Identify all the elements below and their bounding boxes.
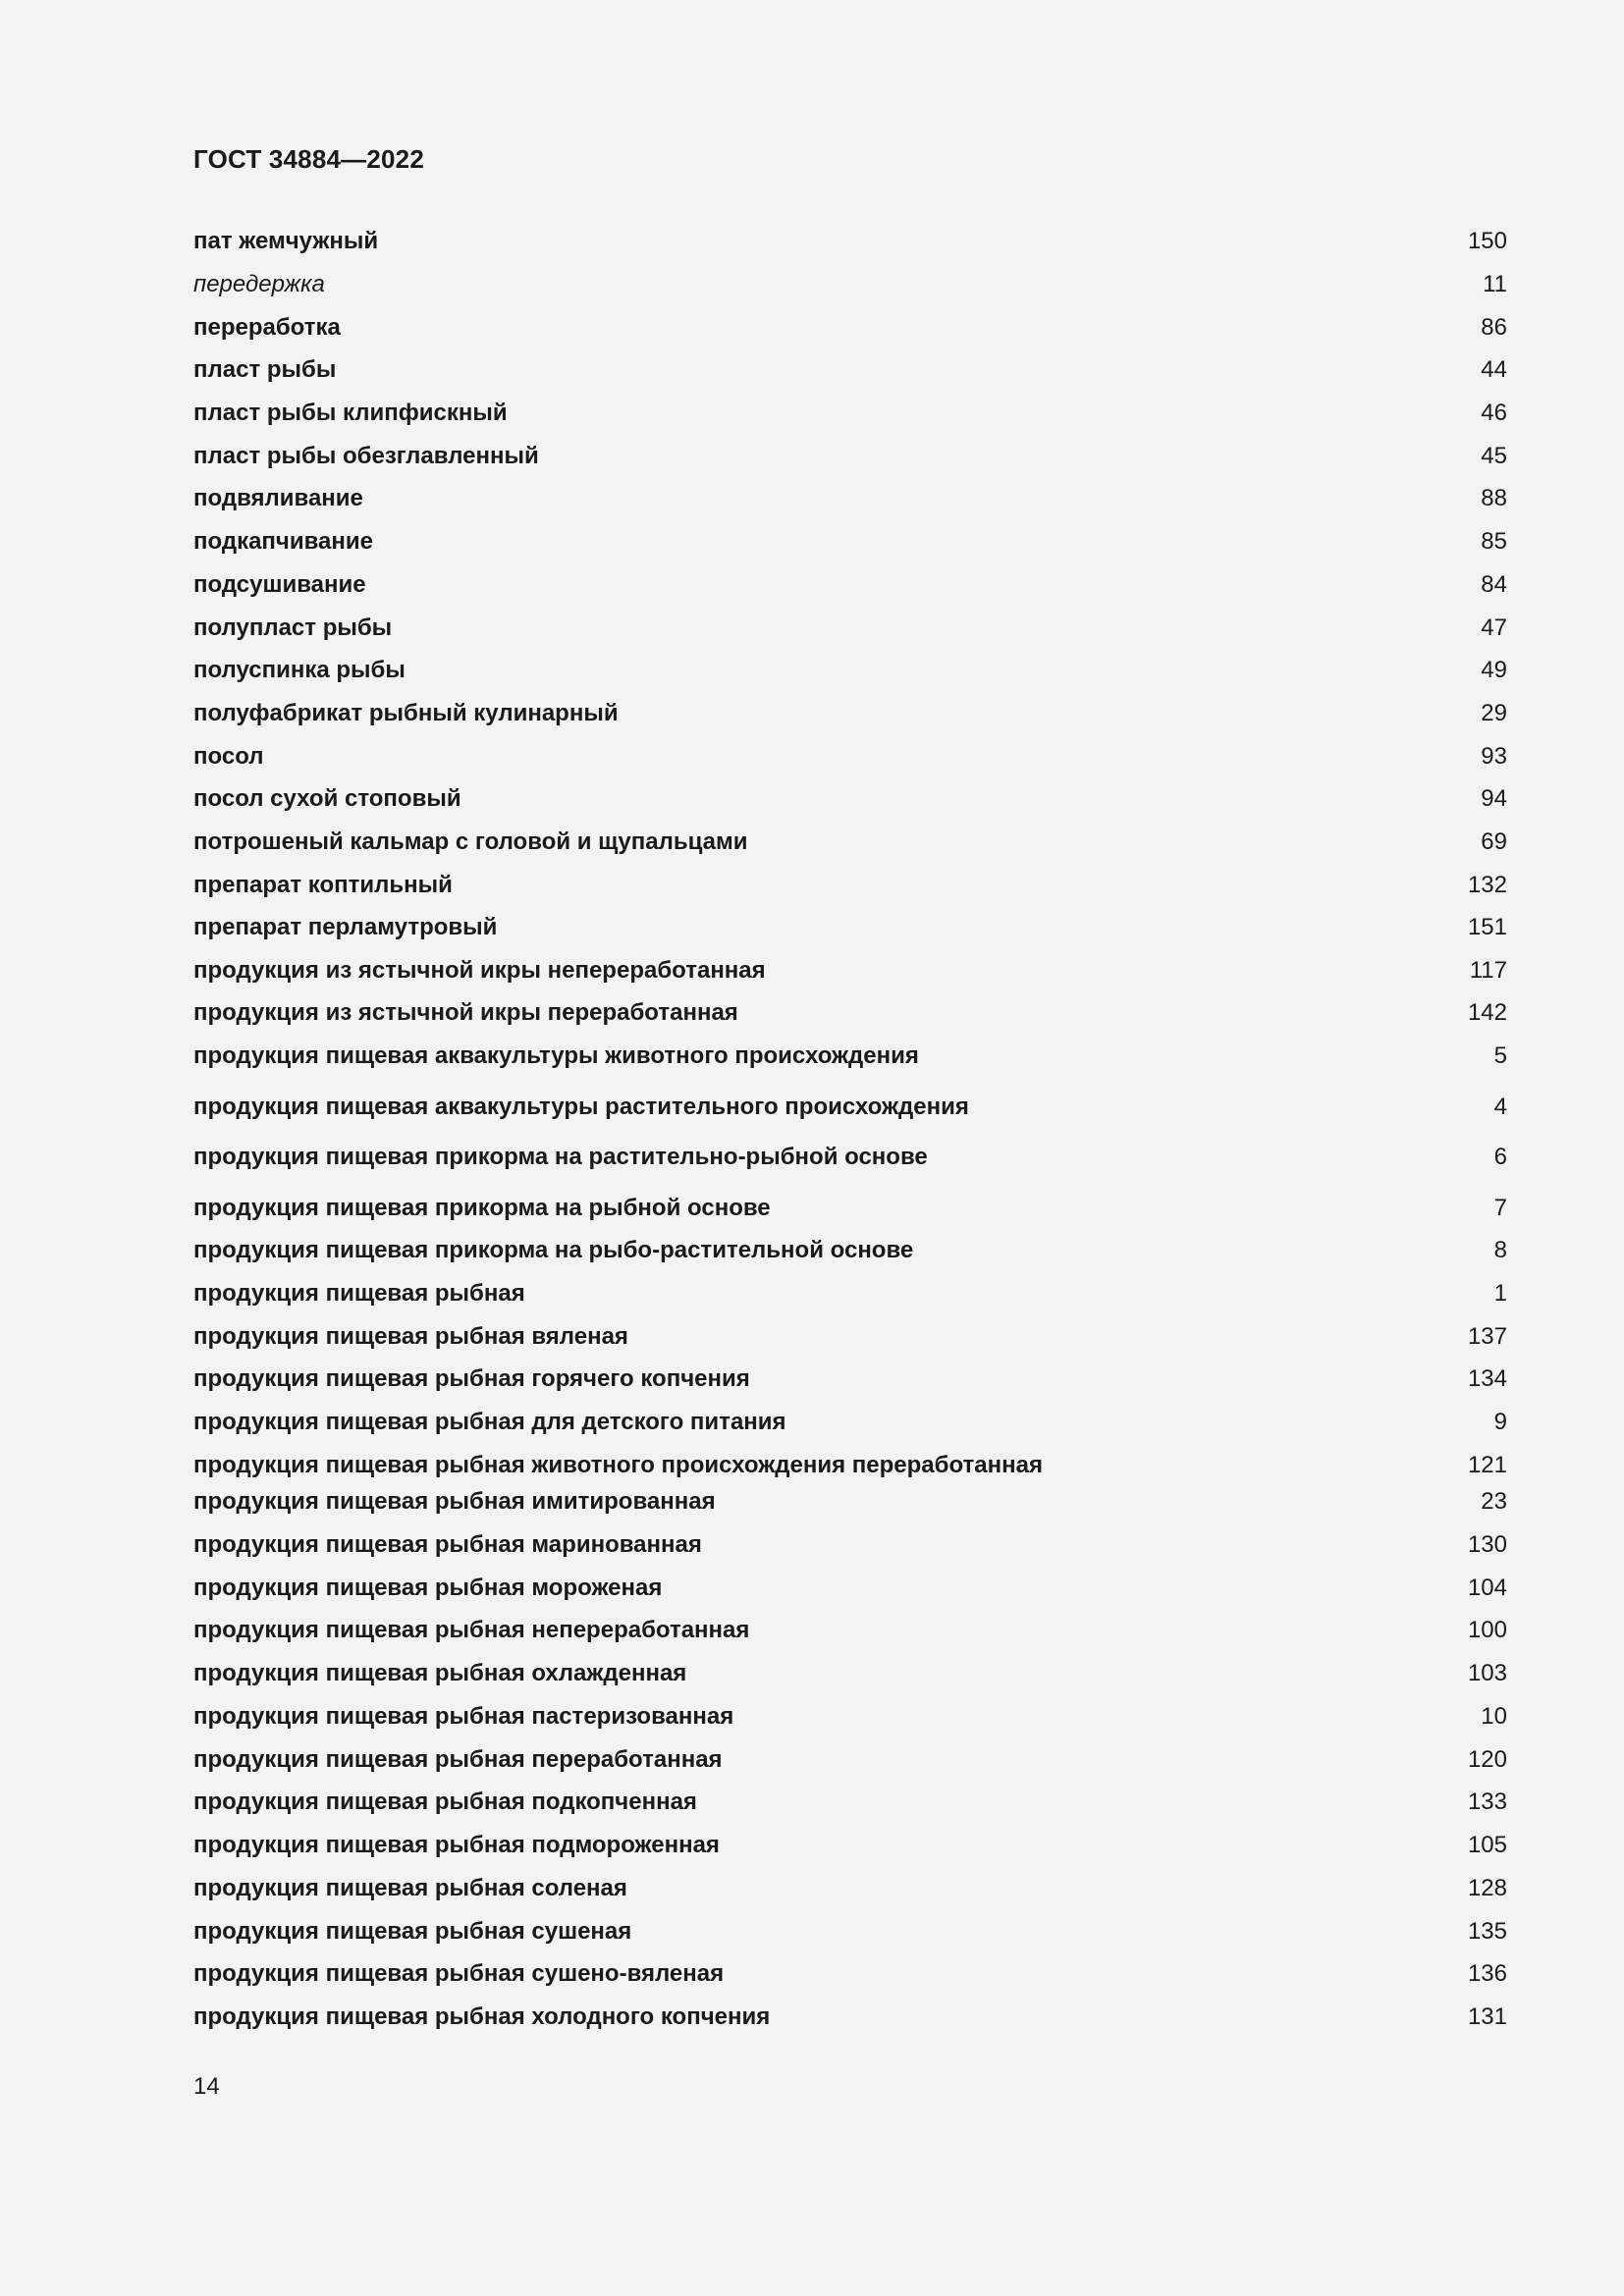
index-term: продукция пищевая рыбная животного происхождения переработанная — [193, 1452, 1043, 1478]
index-entry — [193, 525, 1507, 559]
index-term: продукция пищевая прикорма на рыбо-растительной основе — [193, 1237, 914, 1263]
index-term: продукция пищевая рыбная охлажденная — [193, 1660, 687, 1686]
index-number: 8 — [1493, 1237, 1507, 1263]
index-number: 49 — [1481, 657, 1507, 683]
index-term: препарат перламутровый — [193, 914, 498, 940]
index-term: полупласт рыбы — [193, 614, 393, 641]
index-term: пласт рыбы обезглавленный — [193, 443, 539, 469]
index-term: продукция пищевая рыбная соленая — [193, 1875, 627, 1901]
index-number: 6 — [1493, 1144, 1507, 1170]
index-term: продукция пищевая рыбная непереработанная — [193, 1617, 750, 1643]
index-number: 84 — [1481, 571, 1507, 598]
index-entry — [193, 1700, 1507, 1734]
index-entry — [193, 996, 1507, 1030]
index-term: продукция пищевая рыбная маринованная — [193, 1531, 702, 1558]
index-number: 137 — [1467, 1323, 1507, 1350]
index-number: 151 — [1467, 914, 1507, 940]
index-entry — [193, 1362, 1507, 1396]
index-entry — [193, 1915, 1507, 1949]
index-term: подвяливание — [193, 485, 363, 511]
index-number: 130 — [1467, 1531, 1507, 1558]
index-entry — [193, 1786, 1507, 1819]
index-entry — [193, 1528, 1507, 1562]
index-term: пат жемчужный — [193, 228, 379, 254]
index-number: 135 — [1467, 1918, 1507, 1945]
index-number: 117 — [1469, 957, 1507, 984]
index-entry — [193, 1040, 1507, 1073]
index-term: продукция пищевая рыбная холодного копчения — [193, 2003, 771, 2030]
index-number: 133 — [1467, 1789, 1507, 1815]
index-entry — [193, 612, 1507, 645]
index-number: 46 — [1481, 400, 1507, 426]
index-number: 120 — [1467, 1746, 1507, 1773]
index-entry — [193, 353, 1507, 387]
index-entry — [193, 1743, 1507, 1777]
index-entry — [193, 1957, 1507, 1991]
index-term: посол — [193, 743, 264, 770]
index-number: 94 — [1481, 785, 1507, 812]
index-term: продукция пищевая рыбная имитированная — [193, 1488, 716, 1515]
index-term: продукция пищевая рыбная горячего копчения — [193, 1365, 750, 1392]
index-entry — [193, 482, 1507, 515]
document-header: ГОСТ 34884—2022 — [193, 144, 424, 174]
index-number: 45 — [1481, 443, 1507, 469]
index-number: 104 — [1467, 1575, 1507, 1601]
index-term: продукция пищевая аквакультуры животного происхождения — [193, 1042, 919, 1069]
index-term: подкапчивание — [193, 528, 373, 555]
index-number: 86 — [1481, 314, 1507, 341]
index-number: 11 — [1483, 271, 1507, 297]
index-number: 29 — [1481, 700, 1507, 726]
index-term: полуспинка рыбы — [193, 657, 406, 683]
index-number: 134 — [1467, 1365, 1507, 1392]
index-entry — [193, 869, 1507, 902]
index-entry — [193, 397, 1507, 430]
index-term: продукция пищевая рыбная мороженая — [193, 1575, 663, 1601]
index-number: 85 — [1481, 528, 1507, 555]
index-number: 5 — [1493, 1042, 1507, 1069]
index-term: продукция пищевая рыбная подкопченная — [193, 1789, 697, 1815]
index-number: 142 — [1467, 999, 1507, 1026]
index-number: 150 — [1467, 228, 1507, 254]
index-term: продукция пищевая прикорма на рыбной основе — [193, 1195, 771, 1221]
index-entry — [193, 654, 1507, 687]
index-entry — [193, 225, 1507, 258]
index-term: продукция пищевая рыбная вяленая — [193, 1323, 628, 1350]
index-entry — [193, 1657, 1507, 1690]
index-number: 103 — [1467, 1660, 1507, 1686]
index-term: продукция пищевая прикорма на растительно-рыбной основе — [193, 1144, 928, 1170]
index-entry — [193, 826, 1507, 859]
index-number: 69 — [1481, 828, 1507, 855]
index-entry — [193, 697, 1507, 730]
index-entry — [193, 1449, 1507, 1482]
index-term: передержка — [193, 271, 325, 297]
index-entry — [193, 1829, 1507, 1862]
index-entry — [193, 1141, 1507, 1174]
index-number: 136 — [1467, 1960, 1507, 1987]
index-term: продукция пищевая рыбная — [193, 1280, 525, 1307]
index-entry — [193, 1572, 1507, 1605]
index-number: 4 — [1493, 1094, 1507, 1120]
index-number: 7 — [1493, 1195, 1507, 1221]
index-number: 128 — [1467, 1875, 1507, 1901]
index-number: 88 — [1481, 485, 1507, 511]
page-number: 14 — [193, 2073, 220, 2100]
index-number: 131 — [1467, 2003, 1507, 2030]
index-term: подсушивание — [193, 571, 366, 598]
index-term: продукция из ястычной икры непереработанная — [193, 957, 766, 984]
index-entry — [193, 268, 1507, 301]
index-entry — [193, 954, 1507, 988]
index-entry — [193, 1234, 1507, 1267]
index-entry — [193, 568, 1507, 602]
index-number: 93 — [1481, 743, 1507, 770]
index-entry — [193, 1614, 1507, 1647]
index-number: 121 — [1467, 1452, 1507, 1478]
index-term: продукция пищевая аквакультуры растительного происхождения — [193, 1094, 969, 1120]
index-term: продукция пищевая рыбная сушено-вяленая — [193, 1960, 725, 1987]
index-term: продукция пищевая рыбная для детского питания — [193, 1409, 786, 1435]
index-number: 47 — [1481, 614, 1507, 641]
index-entry — [193, 1406, 1507, 1439]
index-term: продукция пищевая рыбная переработанная — [193, 1746, 723, 1773]
index-term: пласт рыбы — [193, 356, 337, 383]
index-term: продукция пищевая рыбная пастеризованная — [193, 1703, 734, 1730]
index-term: продукция пищевая рыбная подмороженная — [193, 1832, 720, 1858]
index-number: 132 — [1467, 872, 1507, 898]
index-entry — [193, 1277, 1507, 1310]
index-entry — [193, 311, 1507, 345]
index-entry — [193, 782, 1507, 816]
index-entry — [193, 740, 1507, 774]
index-term: пласт рыбы клипфискный — [193, 400, 508, 426]
index-term: посол сухой стоповый — [193, 785, 461, 812]
index-number: 23 — [1481, 1488, 1507, 1515]
index-entry — [193, 1485, 1507, 1519]
index-number: 105 — [1467, 1832, 1507, 1858]
index-term: продукция из ястычной икры переработанная — [193, 999, 738, 1026]
index-number: 44 — [1481, 356, 1507, 383]
index-entry — [193, 911, 1507, 944]
index-term: переработка — [193, 314, 341, 341]
index-entry — [193, 440, 1507, 473]
index-number: 100 — [1467, 1617, 1507, 1643]
index-term: полуфабрикат рыбный кулинарный — [193, 700, 619, 726]
index-entry — [193, 2001, 1507, 2034]
index-number: 10 — [1481, 1703, 1507, 1730]
index-entry — [193, 1872, 1507, 1905]
index-number: 9 — [1493, 1409, 1507, 1435]
index-entry — [193, 1091, 1507, 1124]
index-term: препарат коптильный — [193, 872, 453, 898]
index-entry — [193, 1192, 1507, 1225]
index-number: 1 — [1493, 1280, 1507, 1307]
index-entry — [193, 1320, 1507, 1354]
index-term: продукция пищевая рыбная сушеная — [193, 1918, 632, 1945]
index-term: потрошеный кальмар с головой и щупальцами — [193, 828, 748, 855]
